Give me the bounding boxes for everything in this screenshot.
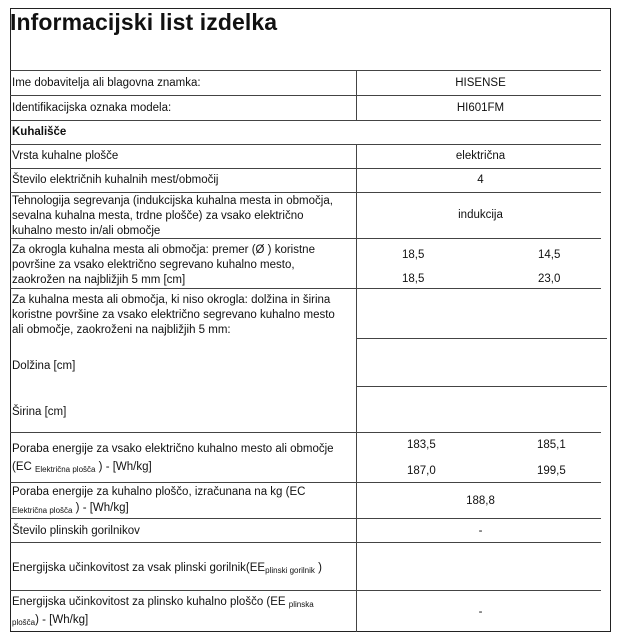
page-title: Informacijski list izdelka: [10, 9, 278, 35]
model-label: Identifikacijska oznaka modela:: [12, 102, 172, 114]
round-label-line-2: površine za vsako električno segrevano kuhalno mesto,: [12, 259, 295, 271]
row-supplier: [10, 70, 601, 95]
nonround-label-line-2: koristne površine za vsako električno segrevano kuhalno mesto: [12, 309, 335, 321]
ec-hob-label-line-1: Poraba energije za kuhalno ploščo, izračunana na kg (EC: [12, 486, 306, 498]
row-round-zones: [10, 238, 601, 288]
ee-hob-label-line-2: $_{plošča}$) - [Wh/kg]: [12, 614, 89, 627]
width-value-cell-top: [356, 386, 607, 387]
sheet-right-edge: [610, 8, 611, 632]
length-label: Dolžina [cm]: [12, 360, 76, 372]
row-hob-type: [10, 144, 601, 168]
ec-hob-value: 188,8: [466, 495, 495, 507]
row-model: [10, 95, 601, 120]
tech-label-line-2: sevalna kuhalna mesta, trdne plošče) za vsako električno: [12, 210, 304, 222]
ee-hob-label-line-1: Energijska učinkovitost za plinsko kuhalno ploščo (EE $_{plinska}$: [12, 596, 314, 609]
row-ec-per-zone: [10, 432, 601, 482]
length-value-cell-top: [356, 338, 607, 339]
ee-hob-value: -: [478, 606, 483, 618]
row-gas-burners: [10, 518, 601, 542]
tech-value: indukcija: [458, 209, 503, 221]
model-value: HI601FM: [456, 102, 505, 114]
ee-burner-label: Energijska učinkovitost za vsak plinski $gorilnik(EE_{plinski gorilnik}$ ): [12, 562, 322, 575]
nonround-label-line-3: ali območje, zaokroženi na najbližjih 5 mm:: [12, 324, 231, 336]
row-ec-hob: [10, 482, 601, 518]
ec-zone-label-line-2: (EC $_{Električna plošča}$ ) - [Wh/kg]: [12, 461, 152, 474]
round-label-line-3: zaokrožen na najbližjih 5 mm [cm]: [12, 274, 186, 286]
ec-zone-value-3: 187,0: [407, 465, 436, 477]
hob-type-value: električna: [455, 150, 506, 162]
round-value-zone-2: 14,5: [538, 249, 561, 261]
gas-burners-value: -: [478, 525, 483, 537]
round-value-zone-1: 18,5: [402, 249, 425, 261]
row-nonround-zones: [10, 288, 601, 432]
supplier-value: HISENSE: [455, 77, 506, 89]
supplier-label: Ime dobavitelja ali blagovna znamka:: [12, 77, 201, 89]
ec-zone-value-1: 183,5: [407, 439, 436, 451]
row-heating-technology: [10, 192, 601, 238]
section-heading: Kuhališče: [12, 126, 67, 138]
row-ee-hob: [10, 590, 601, 632]
zones-count-value: 4: [477, 174, 484, 186]
gas-burners-label: Število plinskih gorilnikov: [12, 525, 140, 537]
row-section: [10, 120, 601, 144]
round-value-zone-4: 23,0: [538, 273, 561, 285]
tech-label-line-1: Tehnologija segrevanja (indukcijska kuhalna mesta in območja,: [12, 195, 333, 207]
round-value-zone-3: 18,5: [402, 273, 425, 285]
ec-zone-value-4: 199,5: [537, 465, 566, 477]
nonround-label-line-1: Za kuhalna mesta ali območja, ki niso okrogla: dolžina in širina: [12, 294, 331, 306]
hob-type-label: Vrsta kuhalne plošče: [12, 150, 119, 162]
width-label: Širina [cm]: [12, 406, 67, 418]
zones-count-label: Število električnih kuhalnih mest/območij: [12, 174, 219, 186]
ec-zone-label-line-1: Poraba energije za vsako električno kuhalno mesto ali območje: [12, 443, 334, 455]
row-ee-burner: [10, 542, 601, 590]
row-zones-count: [10, 168, 601, 192]
tech-label-line-3: kuhalno mesto in/ali območje: [12, 225, 161, 237]
ec-zone-value-2: 185,1: [537, 439, 566, 451]
ec-hob-label-line-2: $_{Električna plošča}$ ) - [Wh/kg]: [12, 502, 129, 515]
round-label-line-1: Za okrogla kuhalna mesta ali območja: premer (Ø ) koristne: [12, 244, 315, 256]
